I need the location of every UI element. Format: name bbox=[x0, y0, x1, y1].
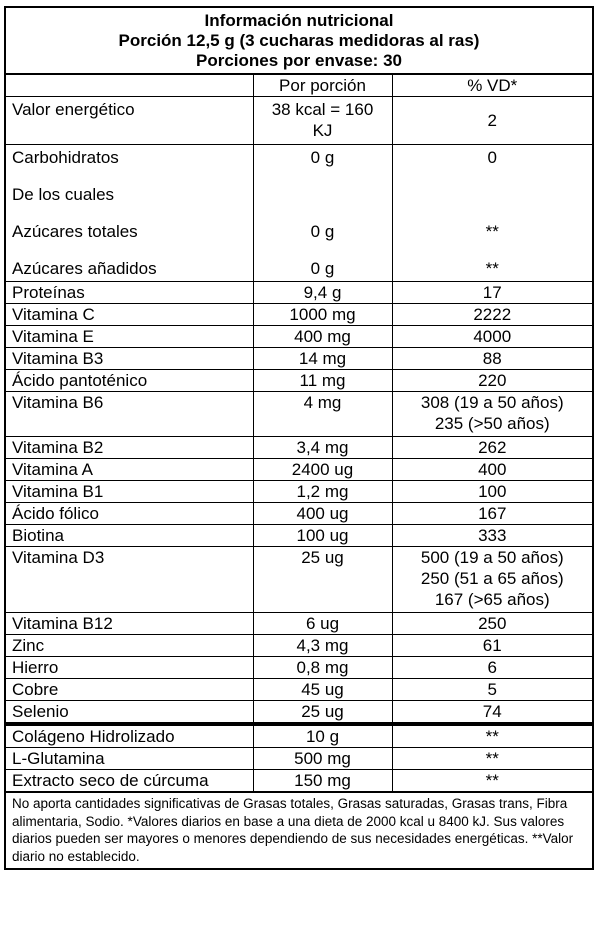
nutrient-name: Vitamina B1 bbox=[6, 481, 253, 503]
sugars-total-name: Azúcares totales bbox=[12, 222, 138, 241]
nutrient-dv bbox=[392, 503, 592, 525]
nutrient-amount: 400 mg bbox=[253, 326, 392, 348]
nutrient-name: Zinc bbox=[6, 635, 253, 657]
nutrient-row bbox=[6, 370, 592, 392]
extra-name: Extracto seco de cúrcuma bbox=[6, 770, 253, 792]
extra-name: L-Glutamina bbox=[6, 748, 253, 770]
nutrient-name: Cobre bbox=[6, 679, 253, 701]
carbs-amount-cell bbox=[253, 145, 392, 282]
nutrition-table bbox=[6, 74, 592, 792]
nutrient-amount: 25 ug bbox=[253, 547, 392, 613]
nutrient-name: Vitamina B6 bbox=[6, 392, 253, 437]
carbs-name: Carbohidratos bbox=[12, 148, 119, 167]
nutrient-row bbox=[6, 392, 592, 437]
nutrient-amount: 9,4 g bbox=[253, 282, 392, 304]
nutrient-dv-line: 5 bbox=[487, 680, 497, 699]
nutrient-row bbox=[6, 613, 592, 635]
nutrient-dv bbox=[392, 679, 592, 701]
nutrient-name: Ácido pantoténico bbox=[6, 370, 253, 392]
label-title: Información nutricional bbox=[204, 11, 394, 30]
nutrient-row bbox=[6, 635, 592, 657]
nutrient-name: Vitamina B3 bbox=[6, 348, 253, 370]
nutrient-dv-line: 17 bbox=[482, 283, 502, 302]
nutrient-name: Biotina bbox=[6, 525, 253, 547]
nutrient-dv-line: 61 bbox=[482, 636, 502, 655]
nutrient-name: Vitamina C bbox=[6, 304, 253, 326]
nutrient-amount: 4 mg bbox=[253, 392, 392, 437]
nutrient-dv-line: 88 bbox=[482, 349, 502, 368]
nutrient-amount: 11 mg bbox=[253, 370, 392, 392]
nutrient-row bbox=[6, 525, 592, 547]
carbs-amount: 0 g bbox=[310, 148, 335, 167]
carbs-dv: 0 bbox=[487, 148, 497, 167]
nutrient-dv bbox=[392, 282, 592, 304]
nutrient-dv-line: 250 (51 a 65 años) bbox=[420, 569, 564, 588]
nutrient-amount: 0,8 mg bbox=[253, 657, 392, 679]
nutrient-dv-line: 74 bbox=[482, 702, 502, 721]
sugars-added-dv: ** bbox=[485, 259, 499, 278]
nutrient-dv-line: 262 bbox=[478, 438, 507, 457]
nutrient-name: Proteínas bbox=[6, 282, 253, 304]
nutrient-name: Vitamina A bbox=[6, 459, 253, 481]
portion-size: Porción 12,5 g (3 cucharas medidoras al ras) bbox=[118, 31, 480, 50]
dv-header: % VD* bbox=[392, 75, 592, 97]
energy-name: Valor energético bbox=[6, 97, 253, 145]
nutrient-amount: 3,4 mg bbox=[253, 437, 392, 459]
energy-amount-line2: KJ bbox=[312, 121, 333, 140]
nutrient-name: Vitamina B12 bbox=[6, 613, 253, 635]
nutrient-dv-line: 4000 bbox=[473, 327, 512, 346]
nutrient-dv-line: 100 bbox=[478, 482, 507, 501]
nutrient-dv bbox=[392, 701, 592, 725]
nutrient-dv-line: 167 (>65 años) bbox=[434, 590, 550, 609]
energy-row bbox=[6, 97, 592, 145]
nutrient-amount: 400 ug bbox=[253, 503, 392, 525]
nutrient-amount: 1,2 mg bbox=[253, 481, 392, 503]
nutrient-row bbox=[6, 657, 592, 679]
energy-amount-line1: 38 kcal = 160 bbox=[271, 100, 374, 119]
sugars-added-amount: 0 g bbox=[310, 259, 335, 278]
nutrient-dv bbox=[392, 326, 592, 348]
energy-amount bbox=[253, 97, 392, 145]
carbs-subheading: De los cuales bbox=[12, 185, 115, 204]
nutrient-dv bbox=[392, 635, 592, 657]
extra-amount: 10 g bbox=[253, 724, 392, 748]
nutrient-dv-line: 235 (>50 años) bbox=[434, 414, 550, 433]
nutrient-amount: 1000 mg bbox=[253, 304, 392, 326]
nutrient-amount: 100 ug bbox=[253, 525, 392, 547]
nutrient-dv-line: 250 bbox=[478, 614, 507, 633]
nutrient-row bbox=[6, 503, 592, 525]
carbs-dv-cell bbox=[392, 145, 592, 282]
nutrient-dv bbox=[392, 348, 592, 370]
nutrient-dv-line: 2222 bbox=[473, 305, 512, 324]
nutrient-amount: 6 ug bbox=[253, 613, 392, 635]
nutrient-name: Hierro bbox=[6, 657, 253, 679]
nutrient-dv bbox=[392, 613, 592, 635]
nutrition-facts-label bbox=[4, 6, 594, 870]
extra-amount: 500 mg bbox=[253, 748, 392, 770]
nutrient-dv-line: 167 bbox=[478, 504, 507, 523]
nutrient-dv bbox=[392, 459, 592, 481]
extra-row bbox=[6, 748, 592, 770]
nutrient-dv bbox=[392, 525, 592, 547]
sugars-total-amount: 0 g bbox=[310, 222, 335, 241]
nutrient-name: Vitamina E bbox=[6, 326, 253, 348]
sugars-total-dv: ** bbox=[485, 222, 499, 241]
nutrient-row bbox=[6, 437, 592, 459]
nutrient-amount: 2400 ug bbox=[253, 459, 392, 481]
footnote: No aporta cantidades significativas de Grasas totales, Grasas saturadas, Grasas trans, Fibra alimentaria, Sodio. *Valores diarios en base a una dieta de 2000 kcal u 8400 kJ. Sus valores diarios pueden ser mayores o menores dependiendo de sus necesidades energéticas. **Valor diario no establecido. bbox=[6, 792, 592, 868]
nutrient-amount: 14 mg bbox=[253, 348, 392, 370]
nutrient-dv-line: 6 bbox=[487, 658, 497, 677]
nutrient-name: Vitamina B2 bbox=[6, 437, 253, 459]
nutrient-dv-line: 220 bbox=[478, 371, 507, 390]
label-header bbox=[6, 8, 592, 74]
empty-header-cell bbox=[6, 75, 253, 97]
nutrient-row bbox=[6, 701, 592, 725]
nutrient-name: Ácido fólico bbox=[6, 503, 253, 525]
nutrient-dv bbox=[392, 547, 592, 613]
nutrient-dv bbox=[392, 392, 592, 437]
per-portion-header: Por porción bbox=[253, 75, 392, 97]
nutrient-amount: 4,3 mg bbox=[253, 635, 392, 657]
nutrient-row bbox=[6, 679, 592, 701]
extra-dv: ** bbox=[392, 748, 592, 770]
nutrient-row bbox=[6, 459, 592, 481]
nutrient-row bbox=[6, 348, 592, 370]
sugars-added-name: Azúcares añadidos bbox=[12, 259, 157, 278]
nutrient-amount: 45 ug bbox=[253, 679, 392, 701]
energy-dv: 2 bbox=[392, 97, 592, 145]
extra-dv: ** bbox=[392, 770, 592, 792]
carbs-name-cell bbox=[6, 145, 253, 282]
nutrient-row bbox=[6, 326, 592, 348]
nutrient-dv bbox=[392, 657, 592, 679]
extra-row bbox=[6, 724, 592, 748]
column-header-row bbox=[6, 75, 592, 97]
nutrient-dv bbox=[392, 370, 592, 392]
nutrient-dv-line: 333 bbox=[478, 526, 507, 545]
nutrient-name: Vitamina D3 bbox=[6, 547, 253, 613]
nutrient-name: Selenio bbox=[6, 701, 253, 725]
nutrient-dv-line: 308 (19 a 50 años) bbox=[420, 393, 564, 412]
carbs-row bbox=[6, 145, 592, 282]
nutrient-dv-line: 500 (19 a 50 años) bbox=[420, 548, 564, 567]
extra-amount: 150 mg bbox=[253, 770, 392, 792]
extra-dv: ** bbox=[392, 724, 592, 748]
extra-row bbox=[6, 770, 592, 792]
nutrient-row bbox=[6, 282, 592, 304]
extra-name: Colágeno Hidrolizado bbox=[6, 724, 253, 748]
nutrient-dv bbox=[392, 481, 592, 503]
nutrient-dv bbox=[392, 437, 592, 459]
servings-per-container: Porciones por envase: 30 bbox=[196, 51, 402, 70]
nutrient-row bbox=[6, 481, 592, 503]
nutrient-dv bbox=[392, 304, 592, 326]
nutrient-amount: 25 ug bbox=[253, 701, 392, 725]
nutrient-row bbox=[6, 547, 592, 613]
nutrient-dv-line: 400 bbox=[478, 460, 507, 479]
nutrient-row bbox=[6, 304, 592, 326]
